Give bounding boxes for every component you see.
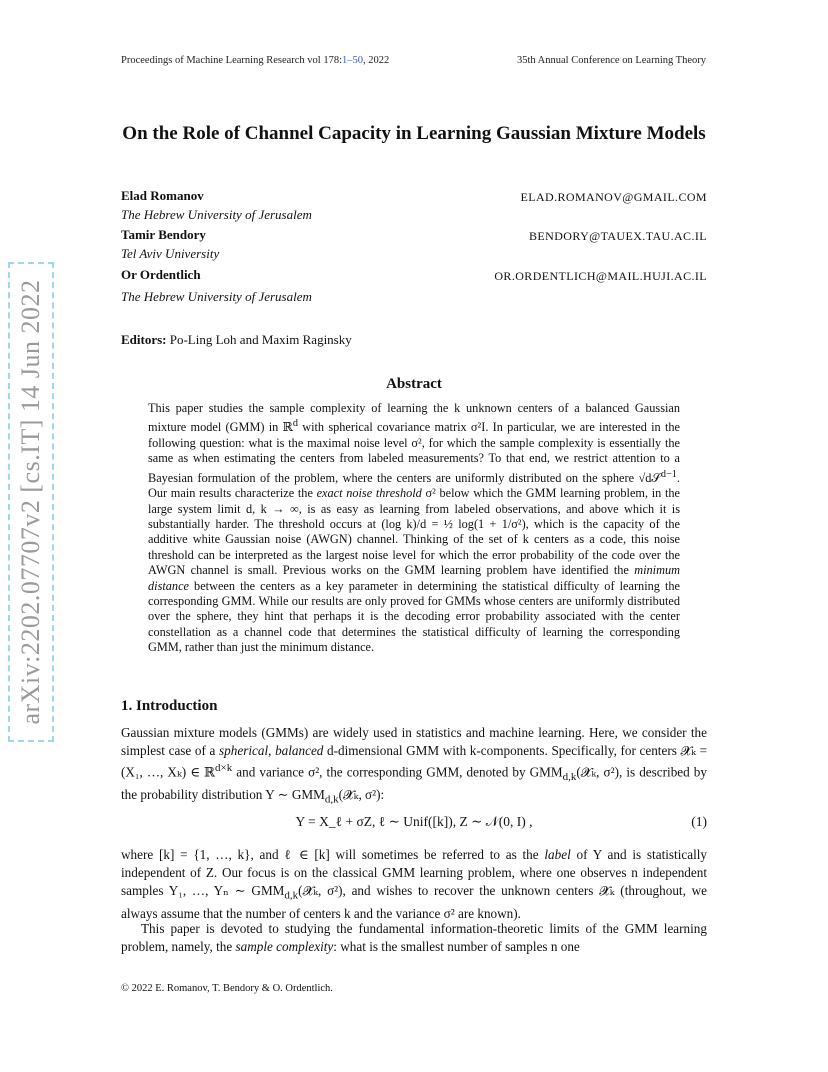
equation-body: Y = X_ℓ + σZ, ℓ ∼ Unif([k]), Z ∼ 𝒩(0, I) , (295, 814, 533, 829)
body-paragraph: where [k] = {1, …, k}, and ℓ ∈ [k] will sometimes be referred to as the label of Y and is statistically independent of Z. Our focus is on the classical GMM learning problem, where one observes n independent samples Y₁, …, Yₙ ∼ $GMM_{d,k}(𝓧_k$, σ²), and wishes to recover the unknown centers 𝓧ₖ (throughout, we always assume that the number of centers k and the variance σ² are known). (121, 847, 707, 922)
author-affiliation: The Hebrew University of Jerusalem (121, 207, 312, 222)
intro-paragraph: Gaussian mixture models (GMMs) are widely used in statistics and machine learning. Here, we consider the simplest case of a spherical, balanced d-dimensional GMM with k-components. Specifically, for centers 𝓧ₖ = (X₁, …, Xₖ) ∈ ℝ$^{d\times k}$ and variance σ², the corresponding GMM, denoted by $GMM_{d,k}(𝓧_k$, σ²), is described by the probability distribution Y ∼ $GMM_{d,k}(𝓧_k$, σ²): (121, 725, 708, 807)
author-name: Tamir Bendory (121, 227, 206, 242)
author-name: Elad Romanov (121, 188, 204, 203)
abstract-text: This paper studies the sample complexity of learning the k unknown centers of a balanced Gaussian mixture model (GMM) in ℝ$^d$ with spherical covariance matrix σ²I. In particular, we are interested in the following question: what is the maximal noise level σ², for which the sample complexity is essentially the same as when estimating the centers from labeled measurements? To that end, we restrict attention to a Bayesian formulation of the problem, where the centers are uniformly distributed on the sphere √d𝒮$^{d-1}$. Our main results characterize the exact noise threshold σ² below which the GMM learning problem, in the large system limit d, k → ∞, is as easy as learning from labeled observations, and above which it is substantially harder. The threshold occurs at (log k)/d = ½ log(1 + 1/σ²), which is the capacity of the additive white Gaussian noise (AWGN) channel. Thinking of the set of k centers as a code, this noise threshold can be interpreted as the largest noise level for which the error probability of the code over the AWGN channel is small. Previous works on the GMM learning problem have identified the minimum distance between the centers as a key parameter in determining the statistical difficulty of learning the corresponding GMM. While our results are only proved for GMMs whose centers are uniformly distributed over the sphere, they hint that perhaps it is the decoding error probability associated with the center constellation as a channel code that determines the statistical difficulty of learning the corresponding GMM, rather than just the minimum distance. (148, 401, 680, 655)
author-email[interactable]: BENDORY@TAUEX.TAU.AC.IL (529, 229, 707, 243)
author-affiliation: The Hebrew University of Jerusalem (121, 289, 312, 304)
running-header-left: Proceedings of Machine Learning Research vol 178:1–50, 2022 (121, 55, 390, 66)
paper-title: On the Role of Channel Capacity in Learning Gaussian Mixture Models (122, 123, 706, 144)
author-affiliation: Tel Aviv University (121, 246, 220, 261)
equation-number: (1) (691, 814, 707, 829)
arxiv-identifier: arXiv:2202.07707v2 [cs.IT] 14 Jun 2022 (16, 279, 45, 725)
copyright-footer: © 2022 E. Romanov, T. Bendory & O. Ordentlich. (121, 983, 333, 994)
equation-1 (121, 814, 707, 830)
author-block (121, 227, 707, 262)
editors-line (121, 332, 352, 348)
arxiv-side-stamp (8, 262, 54, 742)
author-email[interactable]: ELAD.ROMANOV@GMAIL.COM (520, 190, 707, 204)
section-heading-introduction: 1. Introduction (121, 698, 218, 714)
author-block (121, 267, 707, 305)
body-paragraph: This paper is devoted to studying the fundamental information-theoretic limits of the GMM learning problem, namely, the sample complexity: what is the smallest number of samples n one (121, 921, 707, 954)
author-name: Or Ordentlich (121, 267, 201, 282)
author-block (121, 188, 707, 223)
editors-label: Editors: (121, 332, 167, 347)
editors-names: Po-Ling Loh and Maxim Raginsky (169, 332, 352, 347)
author-email[interactable]: OR.ORDENTLICH@MAIL.HUJI.AC.IL (494, 269, 707, 283)
running-header-right: 35th Annual Conference on Learning Theory (516, 55, 706, 66)
page-range-link[interactable]: 1–50 (342, 55, 364, 66)
abstract-heading: Abstract (386, 376, 442, 392)
